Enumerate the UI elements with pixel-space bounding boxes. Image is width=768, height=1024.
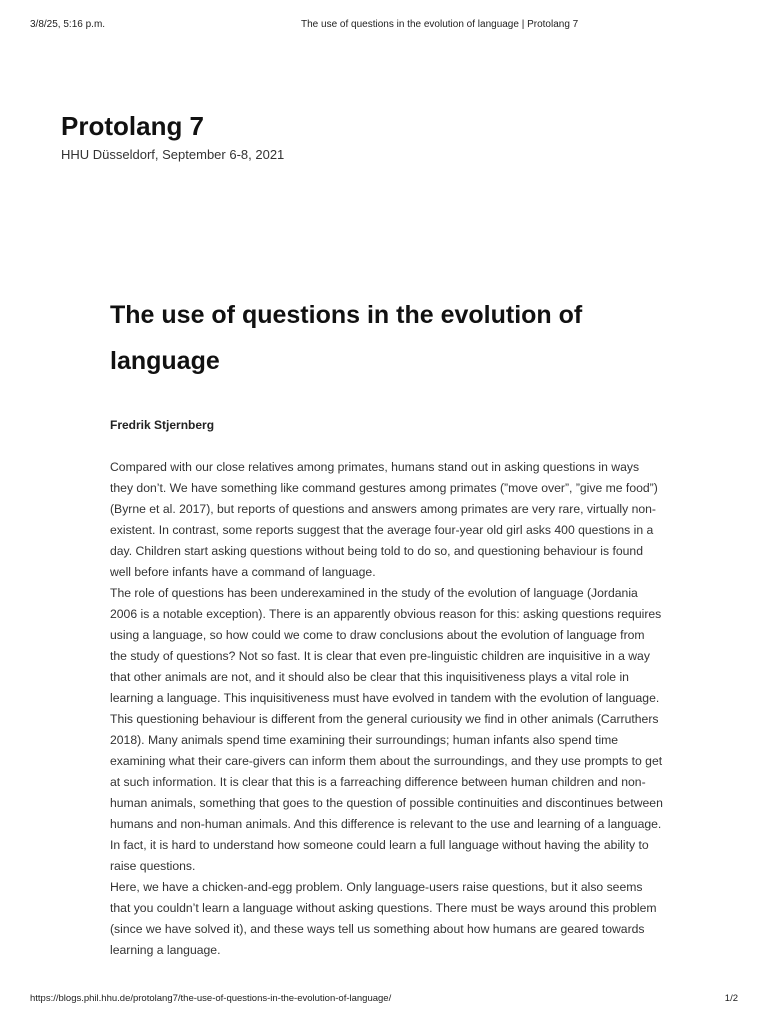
content-paragraph: This questioning behaviour is different from the general curiousity we find in other animals (Carruthers 2018). Many animals spend time examining their surroundings; human infants also spend time examining what their care-givers can inform them about the surroundings, and they use prompts to get at such information. It is clear that this is a farreaching difference between human children and non-human animals, something that goes to the question of possible continuities and discontinues between humans and non-human animals. And this difference is relevant to the use and learning of a language. In fact, it is hard to understand how someone could learn a full language without having the ability to raise questions.	[110, 712, 663, 873]
post-title: The use of questions in the evolution of language	[110, 301, 583, 375]
print-url[interactable]: https://blogs.phil.hhu.de/protolang7/the-use-of-questions-in-the-evolution-of-language/	[30, 993, 392, 1004]
print-page-title: The use of questions in the evolution of language | Protolang 7	[301, 19, 579, 30]
content-paragraph: Compared with our close relatives among primates, humans stand out in asking questions in ways they don’t. We have something like command gestures among primates (”move over”, ”give me food”) (Byrne et al. 2017), but reports of questions and answers among primates are very rare, virtually non-existent. In contrast, some reports suggest that the average four-year old girl asks 400 questions in a day. Children start asking questions without being told to do so, and questioning behaviour is found well before infants have a command of language.	[110, 460, 658, 579]
print-header	[0, 19, 768, 33]
content-paragraph: Here, we have a chicken-and-egg problem. Only language-users raise questions, but it also seems that you couldn’t learn a language without asking questions. There must be ways around this problem (since we have solved it), and these ways tell us something about how humans are geared towards learning a language.	[110, 880, 657, 957]
site-title[interactable]: Protolang 7	[61, 111, 205, 141]
post-author: Fredrik Stjernberg	[110, 418, 215, 432]
print-page-number: 1/2	[724, 993, 738, 1004]
site-tagline: HHU Düsseldorf, September 6-8, 2021	[61, 147, 285, 162]
post-content	[110, 457, 664, 961]
print-date: 3/8/25, 5:16 p.m.	[30, 19, 106, 30]
content-paragraph: The role of questions has been underexamined in the study of the evolution of language (Jordania 2006 is a notable exception). There is an apparently obvious reason for this: asking questions requires using a language, so how could we come to draw conclusions about the evolution of language from the study of questions? Not so fast. It is clear that even pre-linguistic children are inquisitive in a way that other animals are not, and it should also be clear that this inquisitiveness plays a vital role in learning a language. This inquisitiveness must have evolved in tandem with the evolution of language.	[110, 586, 662, 705]
print-footer	[0, 993, 768, 1007]
